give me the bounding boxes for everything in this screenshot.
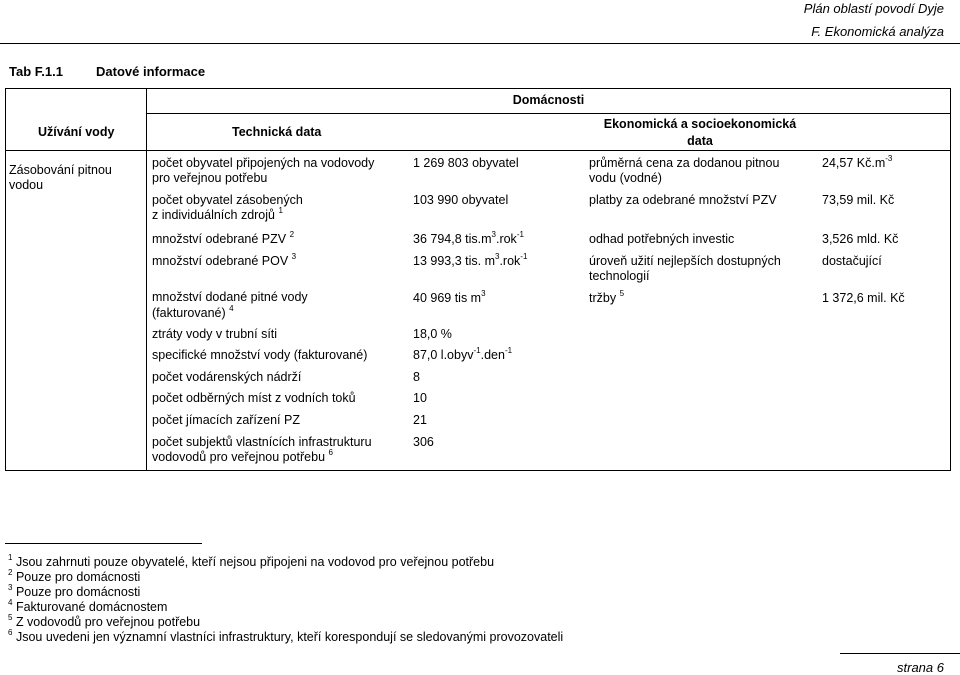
footnote-ref: 1 [278, 205, 283, 215]
usage-label-2: vodou [9, 178, 44, 192]
econ-label: průměrná cena za dodanou pitnou [589, 156, 780, 170]
row-label: počet vodárenských nádrží [152, 370, 302, 384]
footnote [8, 552, 495, 569]
footnote-number: 5 [8, 612, 13, 622]
row-value: 40 969 tis m [413, 291, 482, 305]
row-value: 21 [413, 413, 427, 427]
footnote-text: Jsou uvedeni jen významní vlastníci infrastruktury, kteří korespondují se sledovanými provozovateli [15, 630, 564, 644]
econ-value [822, 153, 893, 170]
row-value: 1 269 803 obyvatel [413, 156, 519, 170]
footnote-ref: 3 [291, 251, 297, 261]
value-tail-sup: -1 [516, 229, 524, 239]
value-tail-sup: -1 [504, 345, 513, 355]
row-label-2: pro veřejnou potřebu [152, 171, 268, 185]
row-label: množství dodané pitné vody [152, 290, 308, 304]
econ-label: tržby [589, 291, 617, 305]
page-number: strana 6 [897, 660, 944, 675]
footnote [8, 627, 564, 644]
usage-label-1: Zásobování pitnou [9, 163, 112, 177]
value-tail: .rok [495, 232, 517, 246]
row-label: počet subjektů vlastnících infrastrukturu [152, 435, 372, 449]
footnote-text: Pouze pro domácnosti [15, 585, 141, 599]
footnote [8, 612, 201, 629]
footnote-text: Z vodovodů pro veřejnou potřebu [15, 615, 201, 629]
value-sup: 3 [491, 229, 496, 239]
header-section-title: F. Ekonomická analýza [811, 24, 944, 39]
row-label: ztráty vody v trubní síti [152, 327, 278, 341]
header-economic-2: data [687, 134, 713, 148]
footnote-number: 3 [8, 582, 13, 592]
econ-value: 3,526 mld. Kč [822, 232, 899, 246]
value-sup: -1 [473, 345, 481, 355]
econ-label-2: vodu (vodné) [589, 171, 662, 185]
footnote-text: Fakturované domácnostem [15, 600, 168, 614]
footnote-ref: 5 [619, 288, 625, 298]
econ-value: dostačující [822, 254, 882, 268]
table-divider [146, 88, 147, 471]
footnote [8, 582, 141, 599]
econ-label: úroveň užití nejlepších dostupných [589, 254, 781, 268]
table-header-divider [5, 150, 951, 151]
row-label: specifické množství vody (fakturované) [152, 348, 368, 362]
row-label-2: vodovodů pro veřejnou potřebu [152, 450, 326, 464]
row-value: 87,0 l.obyv [413, 348, 474, 362]
footnote-number: 6 [8, 627, 13, 637]
table-number: Tab F.1.1 [9, 64, 63, 79]
footnote [8, 567, 141, 584]
row-value: 306 [413, 435, 434, 449]
value-tail: .rok [499, 254, 521, 268]
footnote-ref: 2 [289, 229, 295, 239]
value-sup: 3 [495, 251, 500, 261]
econ-value: 73,59 mil. Kč [822, 193, 895, 207]
footnote-ref: 4 [229, 303, 234, 313]
table-title: Datové informace [96, 64, 206, 79]
row-label: počet obyvatel zásobených [152, 193, 303, 207]
footnote-text: Jsou zahrnuti pouze obyvatelé, kteří nejsou připojeni na vodovod pro veřejnou potřebu [15, 555, 495, 569]
header-document-title: Plán oblastí povodí Dyje [803, 1, 944, 16]
footnote-divider [5, 543, 202, 544]
value-tail-sup: -1 [520, 251, 528, 261]
footnote [8, 597, 168, 614]
footnote-number: 1 [8, 552, 13, 562]
footnote-text: Pouze pro domácnosti [15, 570, 141, 584]
footnote-number: 4 [8, 597, 13, 607]
row-value: 103 990 obyvatel [413, 193, 509, 207]
econ-label: platby za odebrané množství PZV [589, 193, 777, 207]
econ-value-text: 24,57 Kč.m [822, 156, 886, 170]
econ-value: 1 372,6 mil. Kč [822, 291, 905, 305]
value-tail: .den [480, 348, 505, 362]
row-label: počet obyvatel připojených na vodovody [152, 156, 375, 170]
row-value: 8 [413, 370, 420, 384]
footnote-number: 2 [8, 567, 13, 577]
row-label: počet jímacích zařízení PZ [152, 413, 300, 427]
econ-value-sup: -3 [885, 153, 893, 163]
header-technical: Technická data [232, 125, 322, 139]
econ-label: odhad potřebných investic [589, 232, 735, 246]
row-value: 18,0 % [413, 327, 452, 341]
value-sup: 3 [481, 288, 486, 298]
row-value: 10 [413, 391, 427, 405]
row-label-2: z individuálních zdrojů [152, 208, 275, 222]
header-divider [0, 43, 960, 44]
footer-divider [840, 653, 960, 654]
header-usage: Užívání vody [38, 125, 115, 139]
footnote-ref: 6 [328, 447, 333, 457]
row-label: množství odebrané POV [152, 254, 289, 268]
econ-label-2: technologií [589, 269, 650, 283]
row-label-2: (fakturované) [152, 306, 226, 320]
row-value: 13 993,3 tis. m [413, 254, 495, 268]
header-households: Domácnosti [512, 93, 585, 107]
row-label: počet odběrných míst z vodních toků [152, 391, 356, 405]
row-label: množství odebrané PZV [152, 232, 287, 246]
header-economic-1: Ekonomická a socioekonomická [603, 117, 797, 131]
table-group-divider [146, 113, 951, 114]
row-value: 36 794,8 tis.m [413, 232, 492, 246]
